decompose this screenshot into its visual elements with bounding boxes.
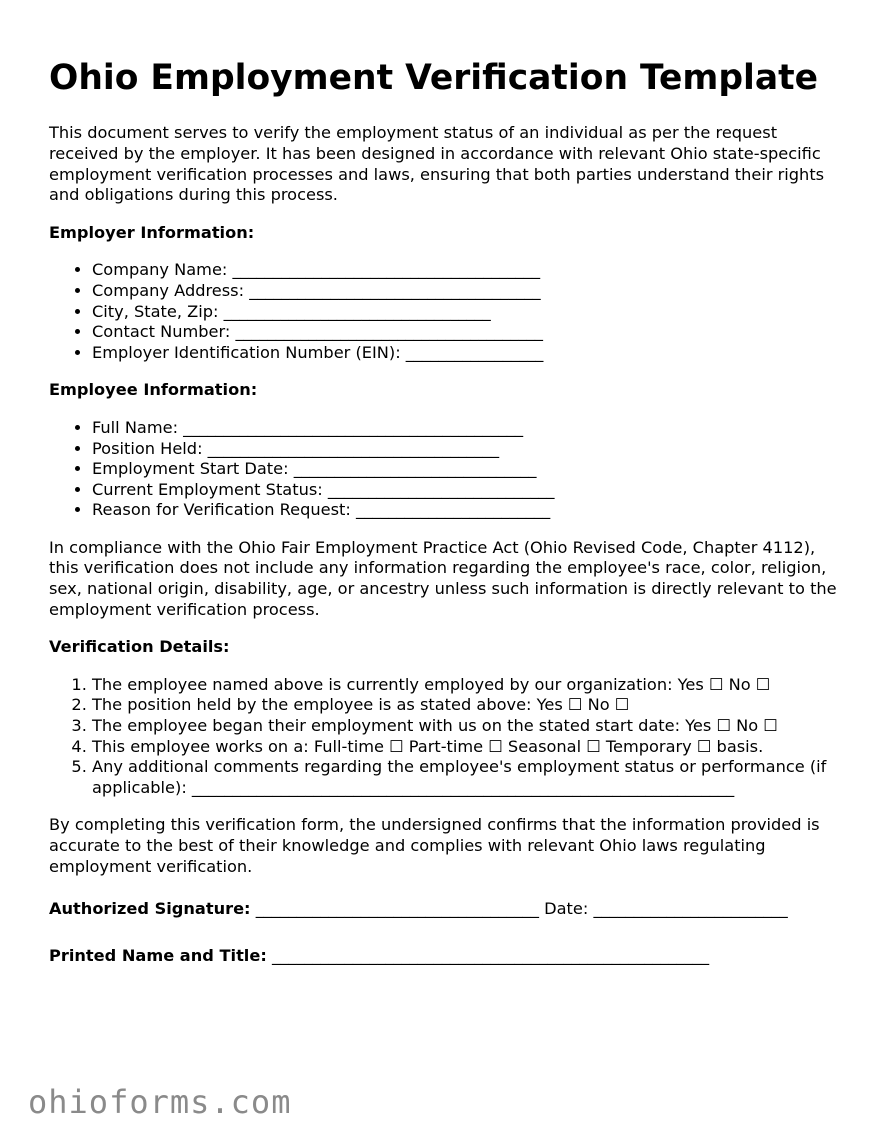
- employer-section-heading: Employer Information:: [49, 222, 255, 242]
- page-title: Ohio Employment Verification Template: [49, 58, 819, 98]
- verification-section-heading: Verification Details:: [49, 637, 230, 657]
- verification-item-employment-type: 4. This employee works on a: Full-time ☐ Part-time ☐ Seasonal ☐ Temporary ☐ basis.: [92, 737, 839, 758]
- verification-item-currently-employed: 1. The employee named above is currently employed by our organization: Yes ☐ No ☐: [92, 675, 839, 696]
- employee-field-position-held: • Position Held: ____________________________________: [92, 439, 839, 460]
- employee-section-heading: Employee Information:: [49, 380, 258, 400]
- printed-name-row: [49, 941, 839, 971]
- employee-field-start-date: • Employment Start Date: ______________________________: [92, 459, 839, 480]
- compliance-paragraph: In compliance with the Ohio Fair Employment Practice Act (Ohio Revised Code, Chapter 4112), this verification does not include any information regarding the employee's race, color, religion, sex, national origin, disability, age, or ancestry unless such information is directly relevant to the employment verification process.: [49, 537, 837, 619]
- employee-info-list: [49, 418, 839, 521]
- employer-field-company-address: • Company Address: ____________________________________: [92, 281, 839, 302]
- employee-field-verification-reason: • Reason for Verification Request: ________________________: [92, 500, 839, 521]
- verification-item-position-as-stated: 2. The position held by the employee is as stated above: Yes ☐ No ☐: [92, 695, 839, 716]
- site-watermark: ohioforms.com: [28, 1083, 292, 1121]
- printed-name-label: Printed Name and Title:: [49, 946, 267, 966]
- signature-blank: ___________________________________: [255, 899, 539, 919]
- date-blank: ________________________: [593, 899, 788, 919]
- intro-paragraph: This document serves to verify the employment status of an individual as per the request received by the employer. It has been designed in accordance with relevant Ohio state-specific employment verification processes and laws, ensuring that both parties understand their rights and obligations during this process.: [49, 123, 825, 205]
- printed-name-blank: ______________________________________________________: [271, 946, 710, 966]
- verification-item-additional-comments: 5. Any additional comments regarding the employee's employment status or performance (if applicable): ___________________________________________________________________: [92, 757, 839, 798]
- verification-details-list: [49, 675, 839, 799]
- employee-field-full-name: • Full Name: __________________________________________: [92, 418, 839, 439]
- employer-field-city-state-zip: • City, State, Zip: _________________________________: [92, 302, 839, 323]
- document-page: [49, 58, 839, 988]
- signature-label: Authorized Signature:: [49, 899, 251, 919]
- employee-field-employment-status: • Current Employment Status: ____________________________: [92, 480, 839, 501]
- signature-row: [49, 894, 839, 924]
- date-label: Date:: [544, 899, 589, 919]
- employer-field-company-name: • Company Name: ______________________________________: [92, 260, 839, 281]
- employer-field-ein: • Employer Identification Number (EIN): _________________: [92, 343, 839, 364]
- employer-info-list: [49, 260, 839, 363]
- closing-paragraph: By completing this verification form, the undersigned confirms that the information provided is accurate to the best of their knowledge and complies with relevant Ohio laws regulating employment verification.: [49, 815, 820, 876]
- verification-item-start-date: 3. The employee began their employment with us on the stated start date: Yes ☐ No ☐: [92, 716, 839, 737]
- employer-field-contact-number: • Contact Number: ______________________________________: [92, 322, 839, 343]
